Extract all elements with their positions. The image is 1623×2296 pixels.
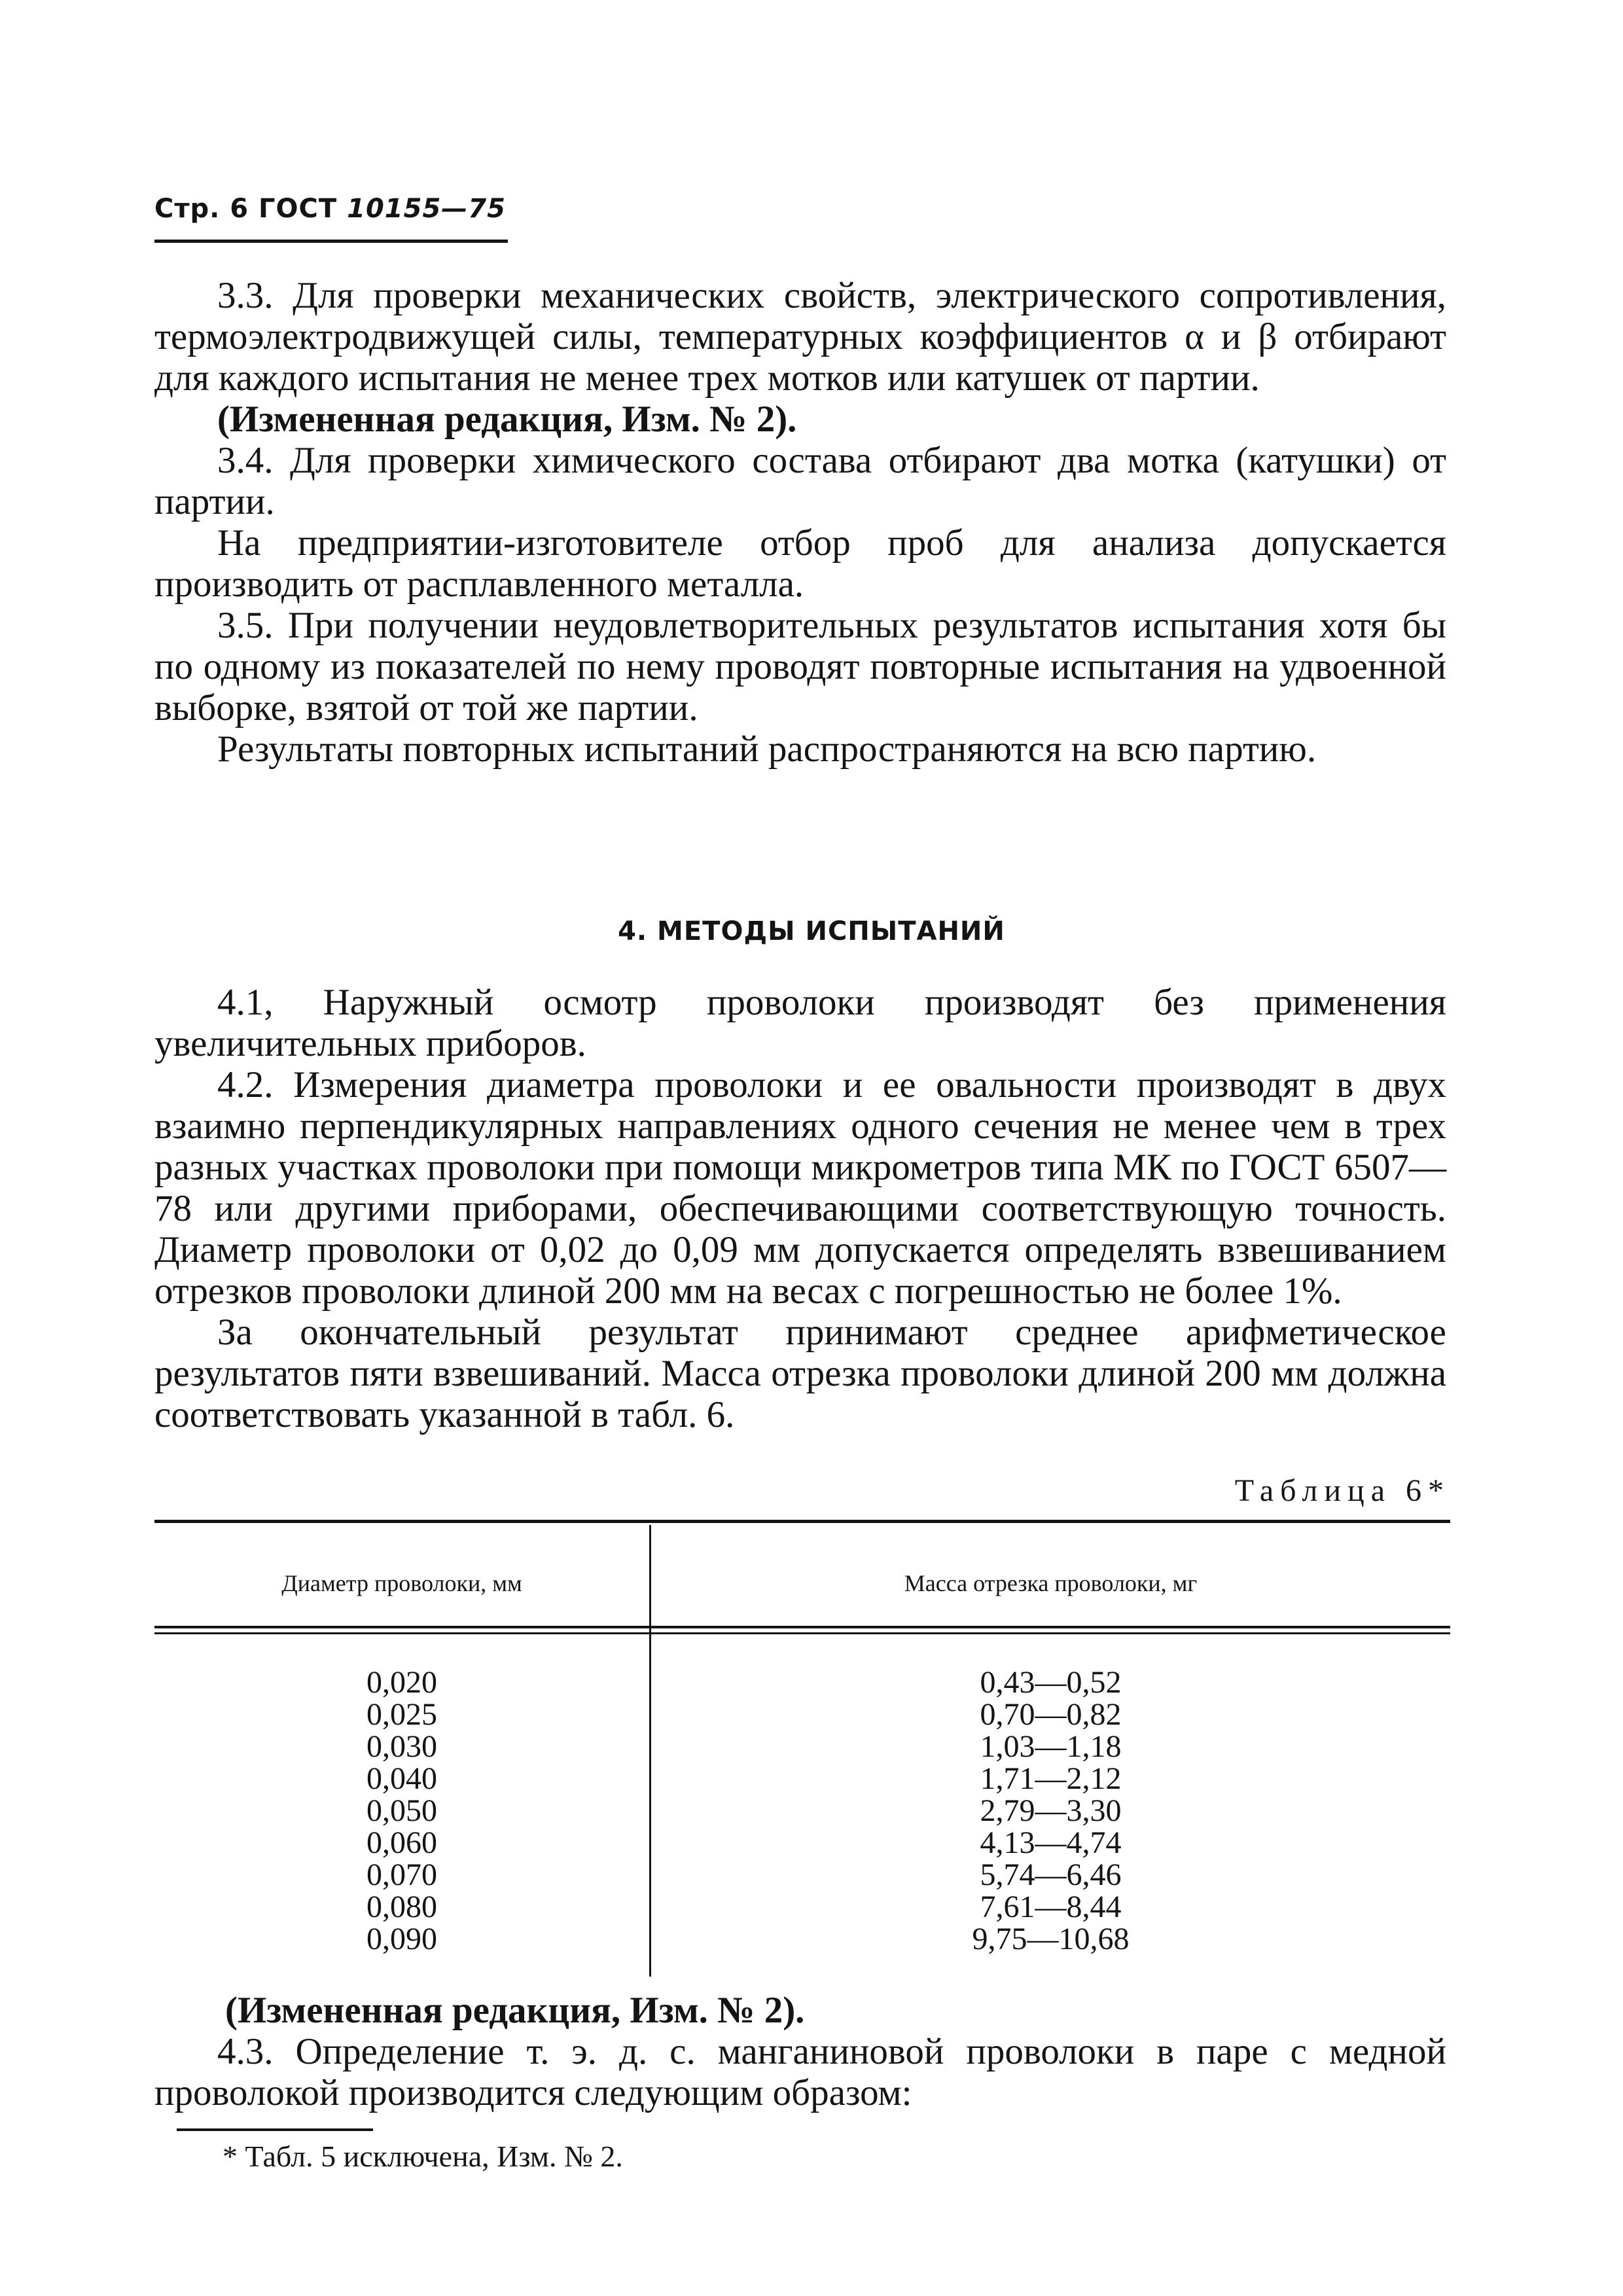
table-cell-diameter: 0,020 [366,1665,437,1700]
footnote: * Табл. 5 исключена, Изм. № 2. [223,2140,623,2173]
table-cell-diameter: 0,030 [366,1729,437,1764]
amendment-note-1: (Измененная редакция, Изм. № 2). [217,399,797,440]
table-cell-diameter: 0,080 [366,1890,437,1924]
paragraph-3-5: 3.5. При получении неудовлетворительных результатов испытания хотя бы по одному из показателей по нему проводят повторные испытания на удвоенной выборке, взятой от той же партии. [154,605,1446,728]
section-4-body [154,982,1446,1435]
paragraph-3-3: 3.3. Для проверки механических свойств, электрического сопротивления, термоэлектродвижущей силы, температурных коэффициентов α и β отбирают для каждого испытания не менее трех мотков или катушек от партии. [154,275,1446,399]
table-cell-diameter: 0,090 [366,1922,437,1956]
footnote-divider [177,2128,373,2131]
table-header-rule-1 [154,1626,1450,1628]
amendment-note-2: (Измененная редакция, Изм. № 2). [225,1990,805,2031]
table-cell-mass: 5,74—6,46 [980,1857,1122,1892]
table-cell-mass: 0,43—0,52 [980,1665,1122,1700]
table-cell-diameter: 0,040 [366,1761,437,1796]
table-header-diameter: Диаметр проволоки, мм [281,1570,522,1596]
table-cell-diameter: 0,025 [366,1697,437,1732]
table-header-mass: Масса отрезка проволоки, мг [904,1570,1198,1596]
table-cell-mass: 7,61—8,44 [980,1890,1122,1924]
paragraph-3-4: 3.4. Для проверки химического состава отбирают два мотка (катушки) от партии. [154,440,1446,522]
header-divider [154,240,508,243]
table-cell-diameter: 0,050 [366,1793,437,1828]
paragraph-4-1: 4.1, Наружный осмотр проволоки производят без применения увеличительных приборов. [154,982,1446,1064]
header-standard-number: 10155—75 [347,194,506,224]
section-3-body [154,275,1446,770]
table-column-mass [651,1666,1450,1955]
page-header [154,194,506,224]
table-cell-mass: 2,79—3,30 [980,1793,1122,1828]
table-top-rule [154,1520,1450,1523]
table-caption: Таблица 6* [1234,1473,1450,1508]
table-cell-mass: 1,03—1,18 [980,1729,1122,1764]
table-cell-mass: 1,71—2,12 [980,1761,1122,1796]
paragraph-4-3: 4.3. Определение т. э. д. с. манганиновой проволоки в паре с медной проволокой производится следующим образом: [154,2031,1446,2113]
table-cell-mass: 9,75—10,68 [972,1922,1130,1956]
table-column-diameter [154,1666,649,1955]
table-cell-diameter: 0,060 [366,1825,437,1860]
paragraph-4-2-b: За окончательный результат принимают среднее арифметическое результатов пяти взвешиваний. Масса отрезка проволоки длиной 200 мм должна соответствовать указанной в табл. 6. [154,1312,1446,1435]
section-4-title: 4. МЕТОДЫ ИСПЫТАНИЙ [618,916,1005,946]
paragraph-3-5-b: Результаты повторных испытаний распространяются на всю партию. [217,728,1317,770]
table-header-rule-2 [154,1632,1450,1634]
table-cell-mass: 0,70—0,82 [980,1697,1122,1732]
paragraph-3-4-b: На предприятии-изготовителе отбор проб для анализа допускается производить от расплавленного металла. [154,522,1446,605]
after-table-body [154,1990,1446,2113]
header-prefix: Стр. 6 ГОСТ [154,194,338,224]
paragraph-4-2: 4.2. Измерения диаметра проволоки и ее овальности производят в двух взаимно перпендикулярных направлениях одного сечения не менее чем в трех разных участках проволоки при помощи микрометров типа МК по ГОСТ 6507—78 или другими приборами, обеспечивающими соответствующую точность. Диаметр проволоки от 0,02 до 0,09 мм допускается определять взвешиванием отрезков проволоки длиной 200 мм на весах с погрешностью не более 1%. [154,1064,1446,1312]
table-cell-mass: 4,13—4,74 [980,1825,1122,1860]
table-cell-diameter: 0,070 [366,1857,437,1892]
